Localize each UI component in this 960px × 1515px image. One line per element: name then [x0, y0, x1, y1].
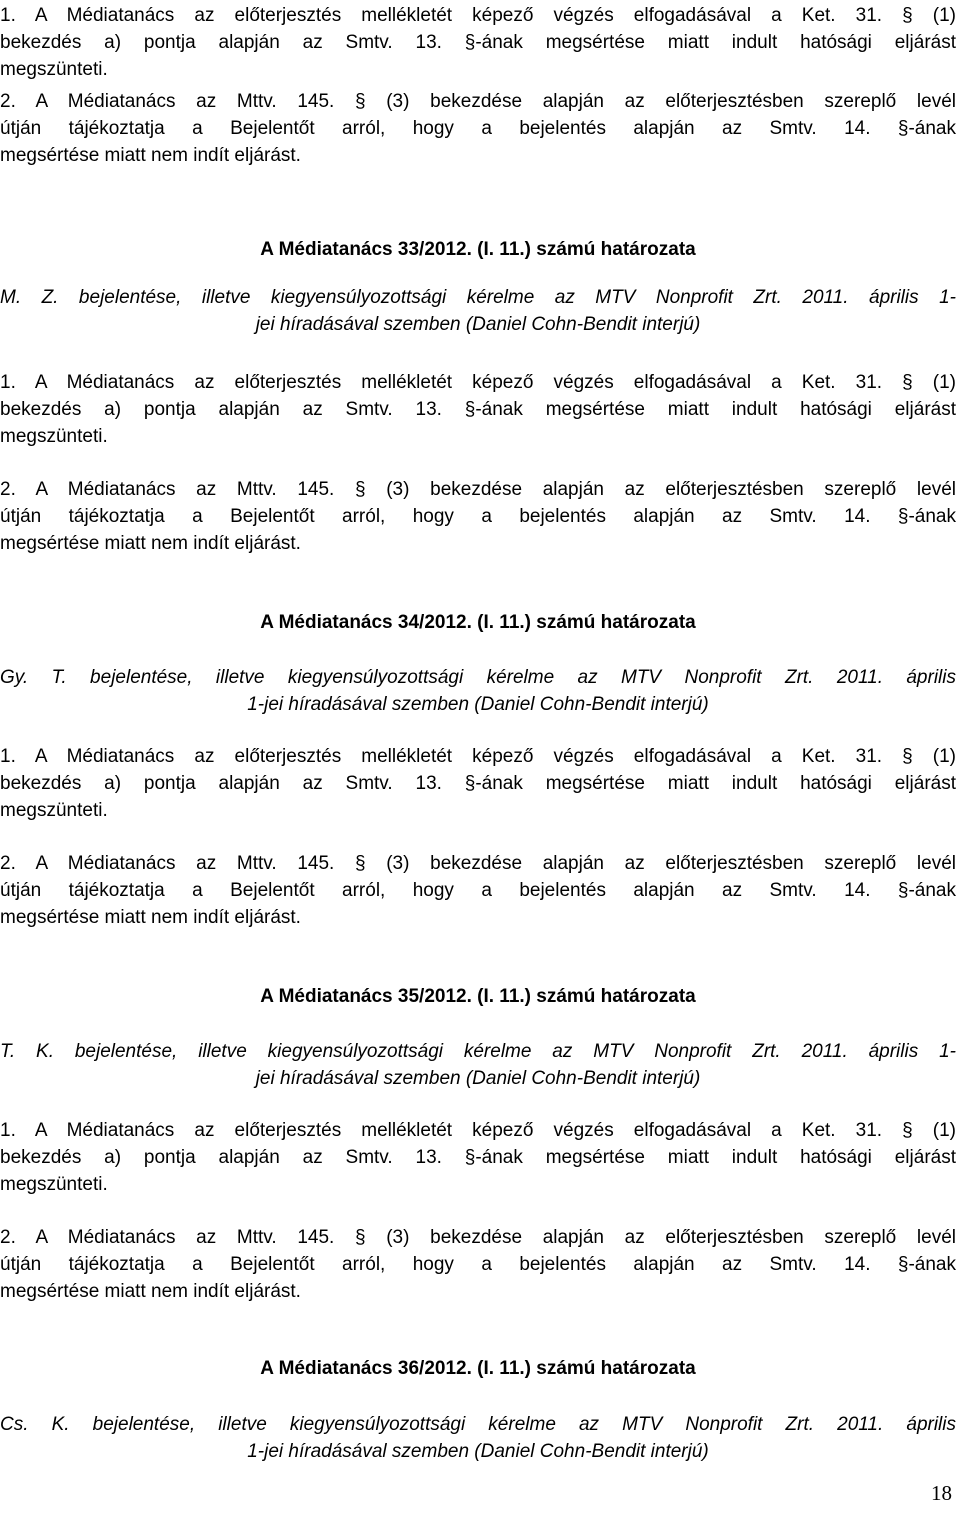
- resolution-item-1: [0, 369, 956, 450]
- subject-line: jei híradásával szemben (Daniel Cohn-Bendit interjú): [255, 314, 701, 335]
- text-line: bekezdés a) pontja alapján az Smtv. 13. §-ának megsértése miatt indult hatósági eljárást: [0, 1147, 956, 1168]
- resolution-item-2: [0, 476, 956, 557]
- text-line: útján tájékoztatja a Bejelentőt arról, hogy a bejelentés alapján az Smtv. 14. §-ának: [0, 880, 956, 901]
- text-line: 2. A Médiatanács az Mttv. 145. § (3) bekezdése alapján az előterjesztésben szereplő levél: [0, 853, 956, 874]
- text-line: 1. A Médiatanács az előterjesztés mellékletét képező végzés elfogadásával a Ket. 31. § (1): [0, 746, 956, 767]
- resolution-item-1: [0, 743, 956, 824]
- text-line: bekezdés a) pontja alapján az Smtv. 13. §-ának megsértése miatt indult hatósági eljárást: [0, 32, 956, 53]
- resolution-item-2: [0, 1224, 956, 1305]
- page-number: 18: [931, 1481, 952, 1505]
- text-line: 2. A Médiatanács az Mttv. 145. § (3) bekezdése alapján az előterjesztésben szereplő levél: [0, 479, 956, 500]
- text-line: megszünteti.: [0, 800, 108, 821]
- resolution-item-2: [0, 88, 956, 169]
- text-line: megsértése miatt nem indít eljárást.: [0, 533, 301, 554]
- text-line: megszünteti.: [0, 1174, 108, 1195]
- text-line: 1. A Médiatanács az előterjesztés mellékletét képező végzés elfogadásával a Ket. 31. § (1): [0, 1120, 956, 1141]
- text-line: bekezdés a) pontja alapján az Smtv. 13. §-ának megsértése miatt indult hatósági eljárást: [0, 399, 956, 420]
- resolution-item-2: [0, 850, 956, 931]
- subject-line: 1-jei híradásával szemben (Daniel Cohn-Bendit interjú): [247, 694, 709, 715]
- resolution-subject: [0, 284, 956, 338]
- text-line: megszünteti.: [0, 59, 108, 80]
- text-line: 2. A Médiatanács az Mttv. 145. § (3) bekezdése alapján az előterjesztésben szereplő levél: [0, 1227, 956, 1248]
- subject-line: Gy. T. bejelentése, illetve kiegyensúlyozottsági kérelme az MTV Nonprofit Zrt. 2011. április: [0, 667, 956, 688]
- text-line: megsértése miatt nem indít eljárást.: [0, 145, 301, 166]
- text-line: 1. A Médiatanács az előterjesztés mellékletét képező végzés elfogadásával a Ket. 31. § (1): [0, 5, 956, 26]
- text-line: 2. A Médiatanács az Mttv. 145. § (3) bekezdése alapján az előterjesztésben szereplő levél: [0, 91, 956, 112]
- resolution-heading: A Médiatanács 36/2012. (I. 11.) számú határozata: [260, 1358, 696, 1379]
- text-line: 1. A Médiatanács az előterjesztés mellékletét képező végzés elfogadásával a Ket. 31. § (1): [0, 372, 956, 393]
- text-line: megsértése miatt nem indít eljárást.: [0, 907, 301, 928]
- text-line: megsértése miatt nem indít eljárást.: [0, 1281, 301, 1302]
- subject-line: jei híradásával szemben (Daniel Cohn-Bendit interjú): [255, 1068, 701, 1089]
- resolution-subject: [0, 1411, 956, 1465]
- resolution-item-1: [0, 2, 956, 83]
- resolution-heading: A Médiatanács 33/2012. (I. 11.) számú határozata: [260, 239, 696, 260]
- subject-line: 1-jei híradásával szemben (Daniel Cohn-Bendit interjú): [247, 1441, 709, 1462]
- resolution-subject: [0, 1038, 956, 1092]
- resolution-item-1: [0, 1117, 956, 1198]
- subject-line: Cs. K. bejelentése, illetve kiegyensúlyozottsági kérelme az MTV Nonprofit Zrt. 2011. április: [0, 1414, 956, 1435]
- text-line: útján tájékoztatja a Bejelentőt arról, hogy a bejelentés alapján az Smtv. 14. §-ának: [0, 118, 956, 139]
- text-line: útján tájékoztatja a Bejelentőt arról, hogy a bejelentés alapján az Smtv. 14. §-ának: [0, 506, 956, 527]
- text-line: útján tájékoztatja a Bejelentőt arról, hogy a bejelentés alapján az Smtv. 14. §-ának: [0, 1254, 956, 1275]
- resolution-heading: A Médiatanács 35/2012. (I. 11.) számú határozata: [260, 986, 696, 1007]
- subject-line: M. Z. bejelentése, illetve kiegyensúlyozottsági kérelme az MTV Nonprofit Zrt. 2011. április 1-: [0, 287, 956, 308]
- text-line: bekezdés a) pontja alapján az Smtv. 13. §-ának megsértése miatt indult hatósági eljárást: [0, 773, 956, 794]
- resolution-subject: [0, 664, 956, 718]
- subject-line: T. K. bejelentése, illetve kiegyensúlyozottsági kérelme az MTV Nonprofit Zrt. 2011. április 1-: [0, 1041, 956, 1062]
- resolution-heading: A Médiatanács 34/2012. (I. 11.) számú határozata: [260, 612, 696, 633]
- text-line: megszünteti.: [0, 426, 108, 447]
